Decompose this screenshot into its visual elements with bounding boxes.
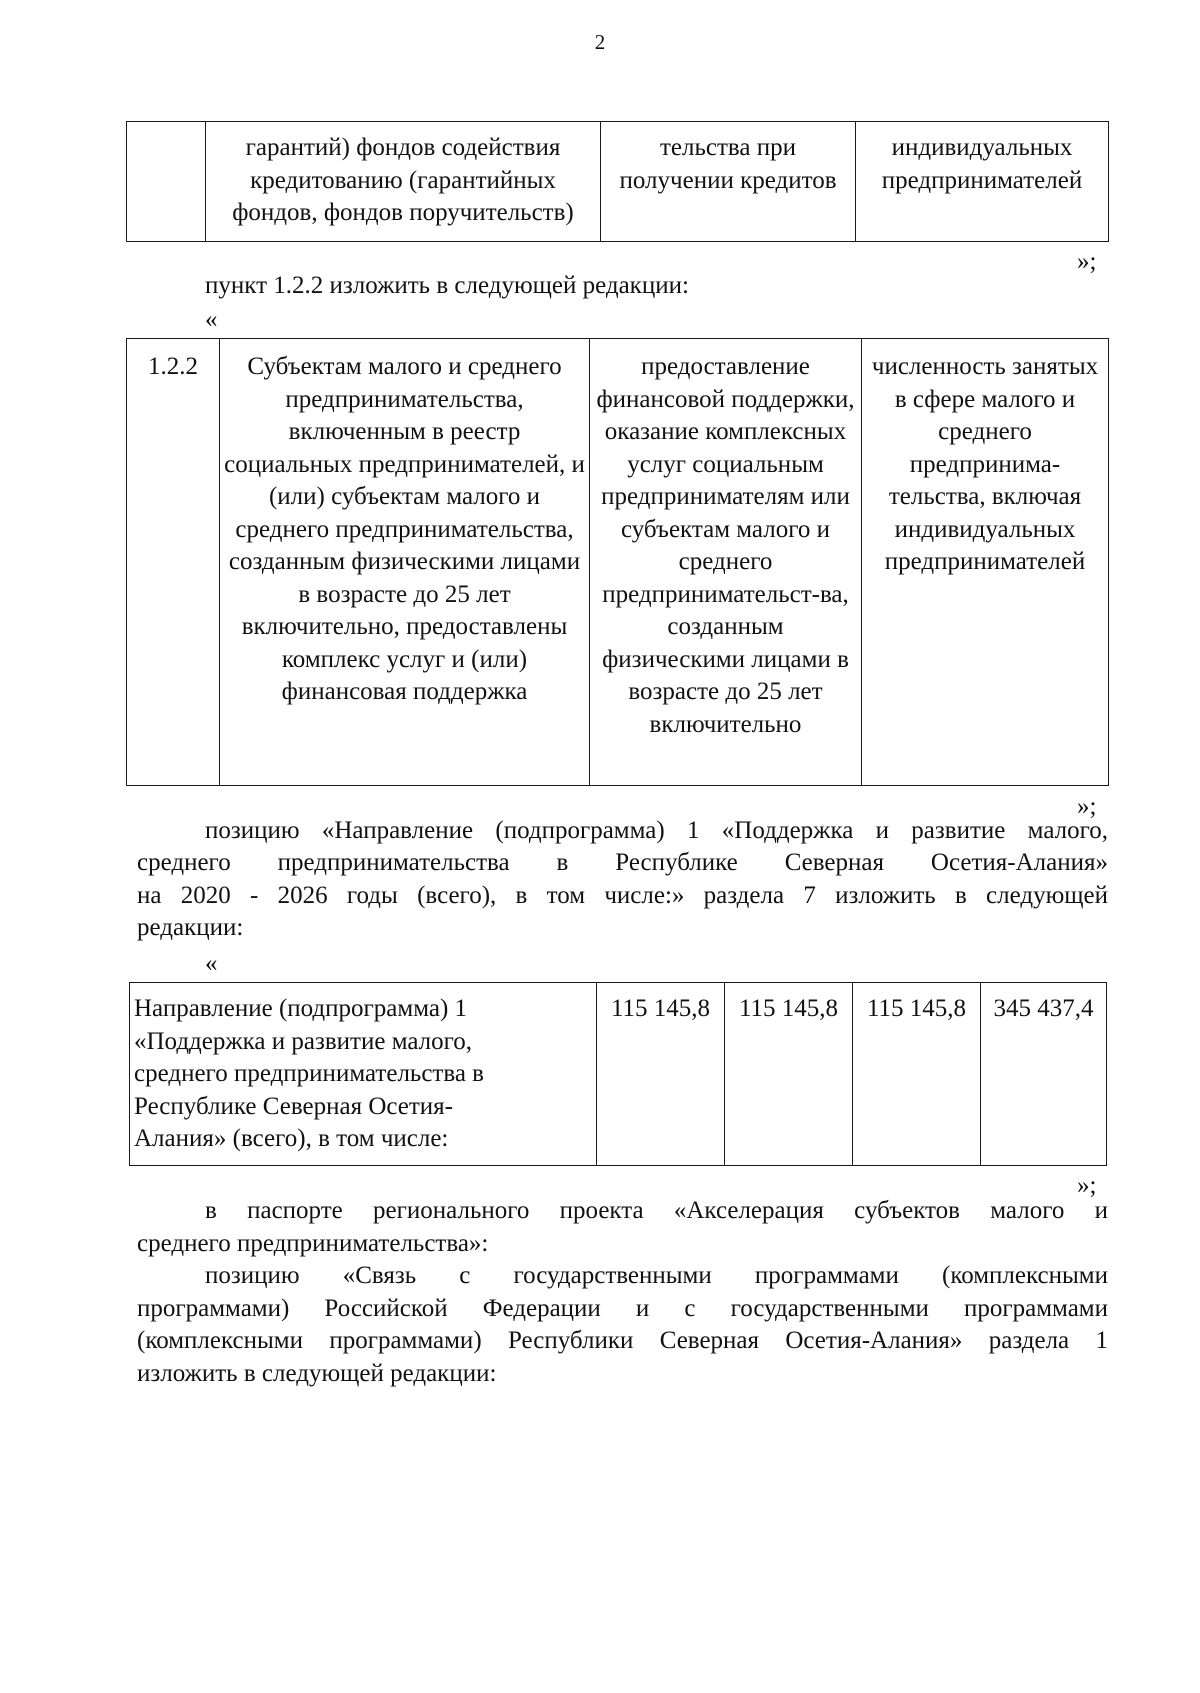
text-line: среднего предпринимательства»: <box>137 1230 489 1257</box>
page-number: 2 <box>594 30 606 54</box>
table-cell: гарантий) фондов содействия кредитованию (гарантийных фондов, фондов поручительств) <box>206 122 601 242</box>
table-cell: индивидуальных предпринимателей <box>856 122 1109 242</box>
closing-quote: »; <box>1077 793 1097 820</box>
closing-quote: »; <box>1077 248 1097 275</box>
paragraph-item-1-2-2: пункт 1.2.2 изложить в следующей редакции: <box>205 272 689 299</box>
table-subprogram-totals <box>129 982 1107 1166</box>
text-line: на 2020 - 2026 годы (всего), в том числе:» раздела 7 изложить в следующей <box>137 882 1108 909</box>
text-line: среднего предпринимательства в Республике Северная Осетия-Алания» <box>137 849 1108 876</box>
text-line: в паспорте регионального проекта «Акселерация субъектов малого и <box>205 1197 1108 1224</box>
table-row <box>127 339 1109 786</box>
table-row <box>127 122 1109 242</box>
table-cell: 115 145,8 <box>853 983 981 1166</box>
opening-quote: « <box>205 950 218 977</box>
table-cell: 345 437,4 <box>981 983 1107 1166</box>
text-line: редакции: <box>137 914 244 941</box>
table-cell: Направление (подпрограмма) 1 «Поддержка и развитие малого, среднего предпринимательства в Республике Северная Осетия-Алания» (всего), в том числе: <box>130 983 597 1166</box>
text-line: позицию «Связь с государственными программами (комплексными <box>205 1262 1108 1289</box>
table-cell: 115 145,8 <box>597 983 725 1166</box>
closing-quote: »; <box>1077 1172 1097 1199</box>
table-cell: тельства при получении кредитов <box>601 122 856 242</box>
table-cell: Субъектам малого и среднего предпринимательства, включенным в реестр социальных предпринимателей, и (или) субъектам малого и среднего предпринимательства, созданным физическими лицами в возрасте до 25 лет включительно, предоставлены комплекс услуг и (или) финансовая поддержка <box>220 339 590 786</box>
text-line: позицию «Направление (подпрограмма) 1 «Поддержка и развитие малого, <box>205 817 1108 844</box>
text-line: программами) Российской Федерации и с государственными программами <box>137 1295 1108 1322</box>
table-cell <box>127 122 206 242</box>
table-cell: предоставление финансовой поддержки, оказание комплексных услуг социальным предпринимателям или субъектам малого и среднего предпринимательст-ва, созданным физическими лицами в возрасте до 25 лет включительно <box>590 339 862 786</box>
table-row <box>130 983 1107 1166</box>
opening-quote: « <box>205 306 218 333</box>
table-item-1-2-2 <box>126 338 1109 786</box>
text-line: изложить в следующей редакции: <box>137 1360 497 1387</box>
table-cell: численность занятых в сфере малого и среднего предпринима-тельства, включая индивидуальных предпринимателей <box>862 339 1109 786</box>
text-line: (комплексными программами) Республики Северная Осетия-Алания» раздела 1 <box>137 1327 1108 1354</box>
table-continuation <box>126 121 1109 242</box>
table-cell: 115 145,8 <box>725 983 853 1166</box>
item-number-cell: 1.2.2 <box>127 339 220 786</box>
